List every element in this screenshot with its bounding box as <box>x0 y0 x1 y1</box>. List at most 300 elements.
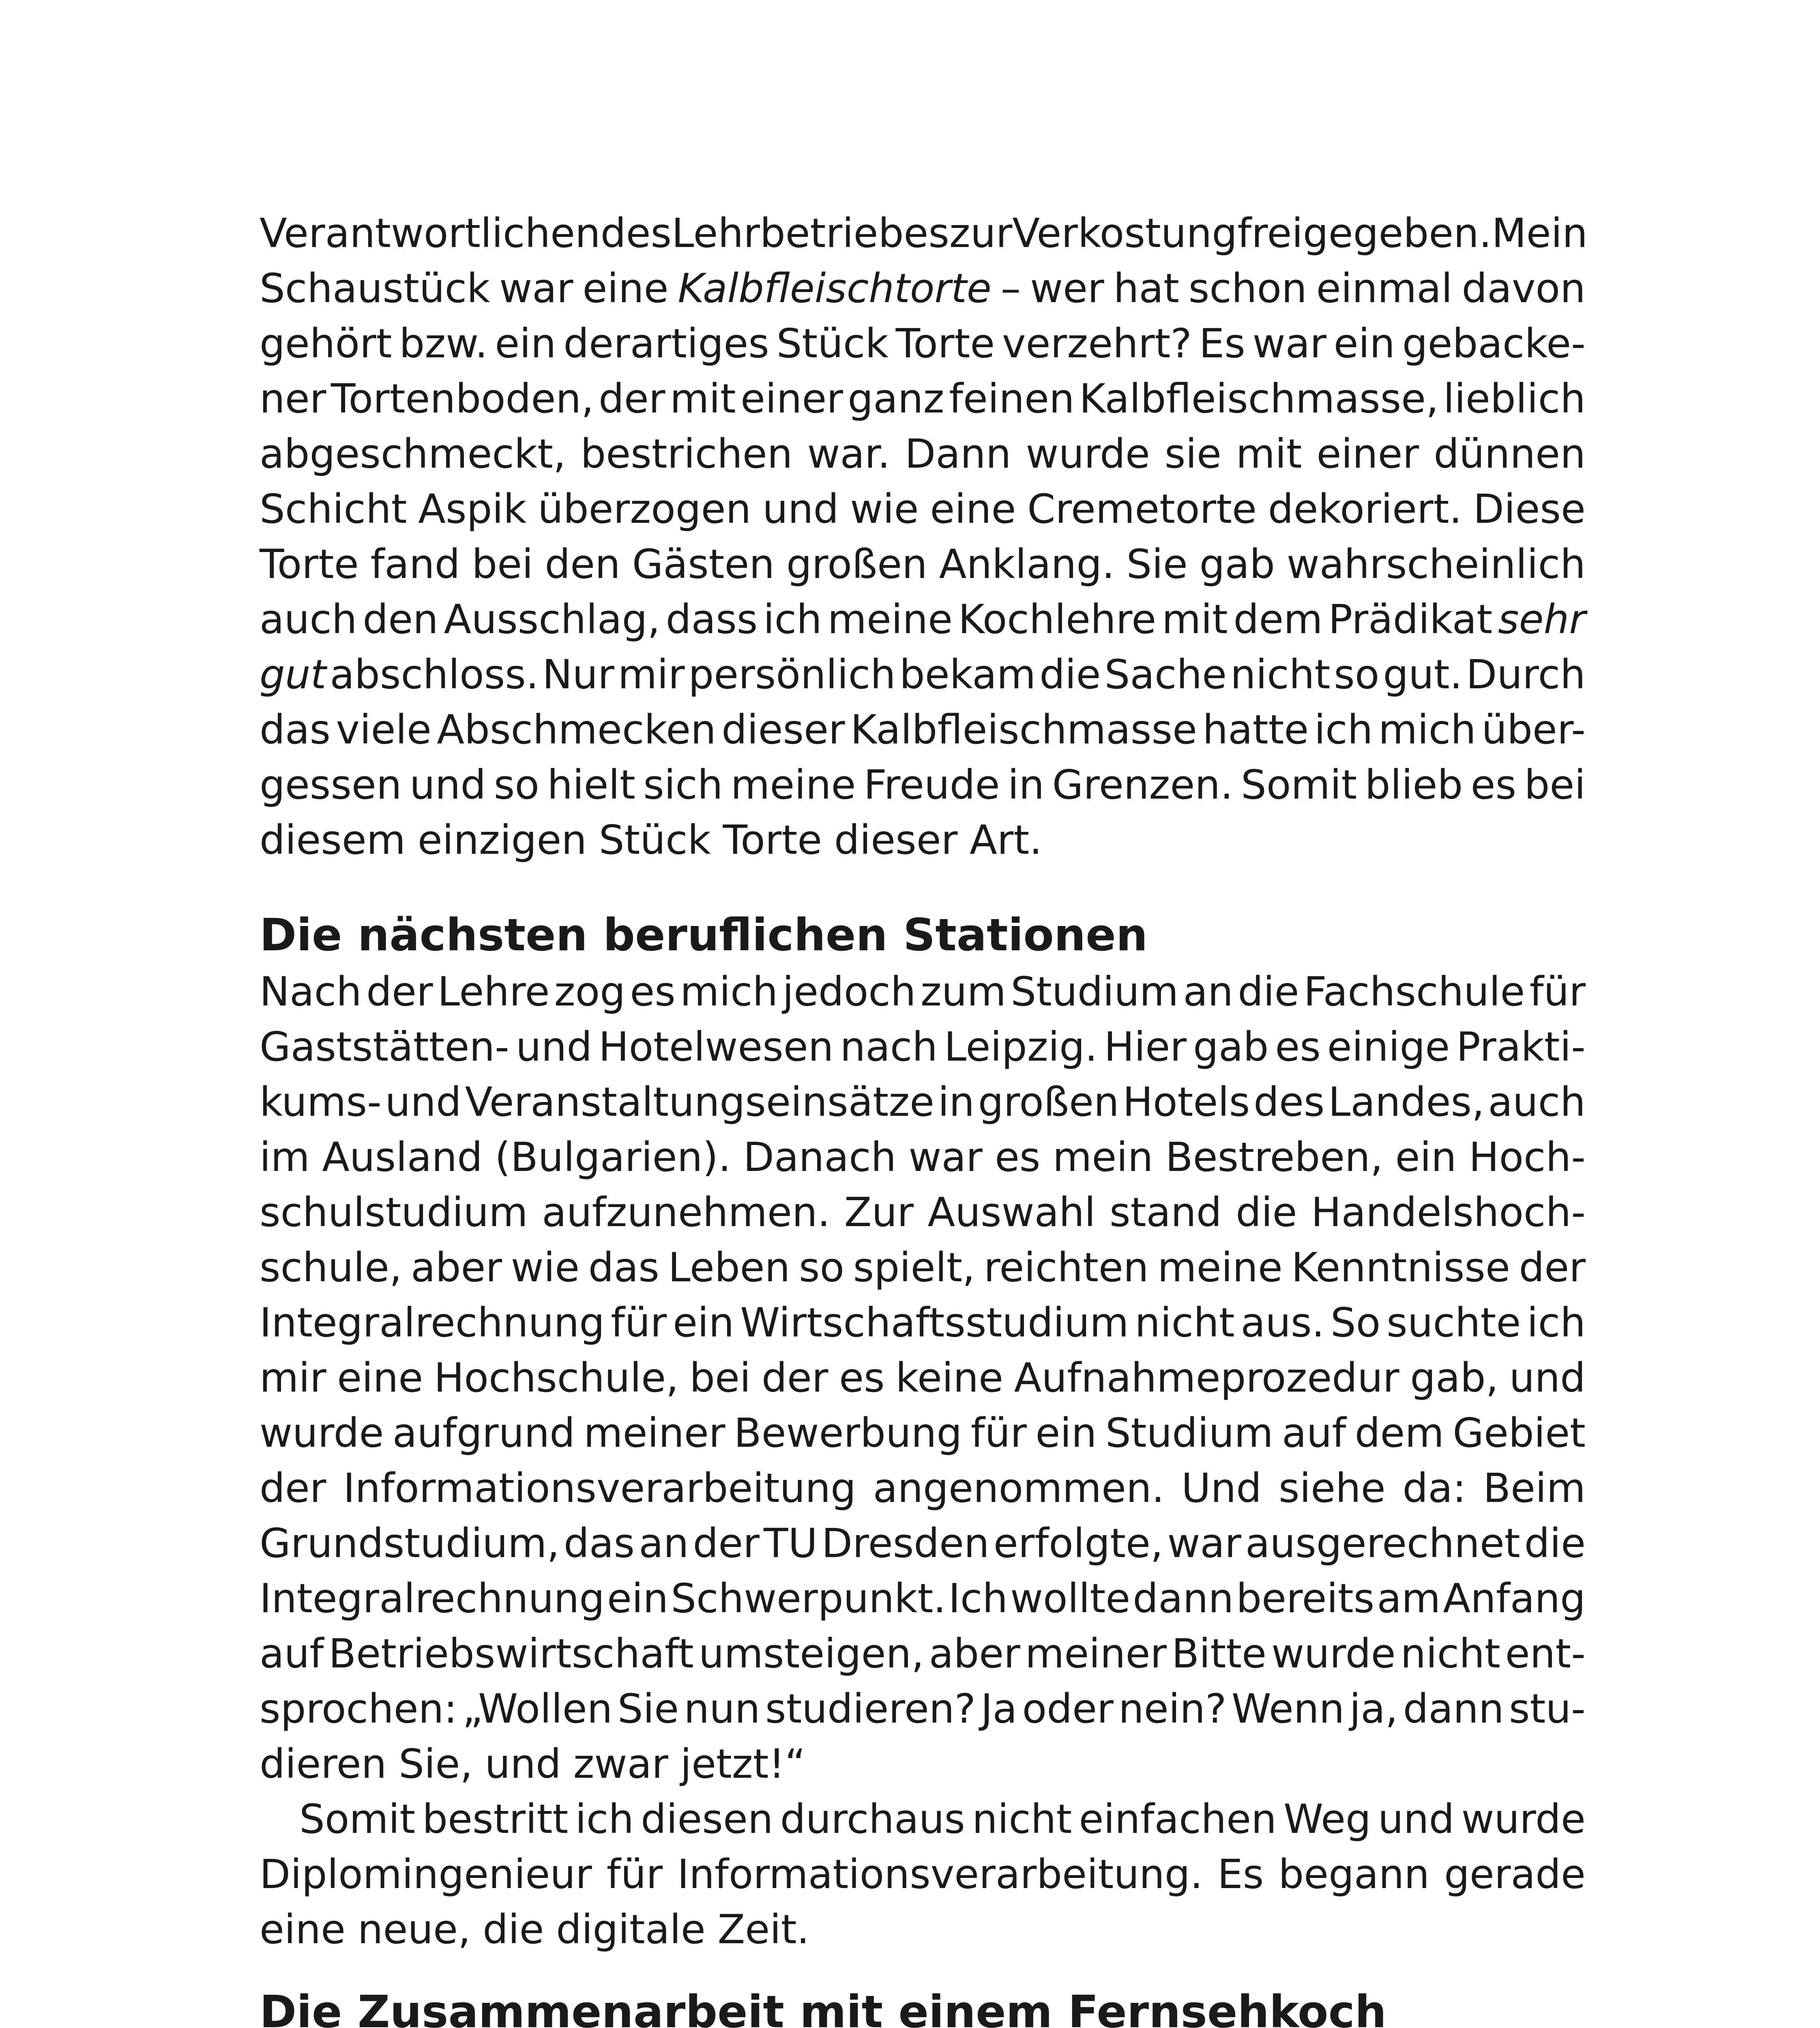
word: neue, <box>357 1906 471 1953</box>
word: davon <box>1462 265 1586 312</box>
word: war <box>1167 1520 1241 1567</box>
word: digitale <box>556 1906 706 1953</box>
word: abgeschmeckt, <box>260 431 566 477</box>
text-line <box>260 316 1586 372</box>
word: ganz <box>848 376 944 422</box>
text-line <box>260 372 1586 427</box>
word: für <box>1529 969 1586 1015</box>
text-line <box>260 1295 1586 1351</box>
word: die <box>1236 1189 1297 1236</box>
text-line <box>260 1185 1586 1240</box>
word: aber <box>929 1631 1020 1677</box>
word: der <box>1519 1244 1586 1291</box>
word: ein <box>673 1300 734 1346</box>
word: Torte <box>895 320 995 367</box>
word: den <box>545 541 620 588</box>
word: einmal <box>1316 265 1453 312</box>
word: Leben <box>668 1244 790 1291</box>
word: war <box>908 1134 983 1181</box>
word: Landes, <box>1328 1079 1485 1126</box>
word: ja, <box>1349 1686 1398 1732</box>
word: so <box>494 762 539 808</box>
word: war <box>1252 320 1326 367</box>
section-heading-berufliche-stationen: Die nächsten beruflichen Stationen <box>260 909 1148 961</box>
word: Art. <box>970 817 1042 864</box>
word: für <box>606 1851 663 1898</box>
word: sie <box>1164 431 1221 477</box>
word: mein <box>1052 1134 1153 1181</box>
word: aber <box>411 1244 502 1291</box>
word: ich <box>575 1796 634 1843</box>
word: nicht <box>1230 651 1331 698</box>
word: (Bulgarien). <box>495 1134 731 1181</box>
word: einige <box>1327 1024 1450 1070</box>
text-line <box>260 1902 1586 1957</box>
word: gessen <box>260 762 402 808</box>
word: studieren? <box>765 1686 976 1732</box>
word: Stück <box>776 320 889 367</box>
word: im <box>260 1134 310 1181</box>
word: Prädikat <box>1328 596 1493 643</box>
word: Cremetorte <box>1027 486 1257 533</box>
word: aus. <box>1241 1300 1324 1346</box>
word: ausgerechnet <box>1245 1520 1520 1567</box>
word: des <box>1253 1079 1325 1126</box>
word: eine <box>582 265 669 312</box>
word: Bewerbung <box>734 1410 962 1457</box>
word: Studium <box>1105 1410 1273 1457</box>
text-line <box>260 758 1586 813</box>
word: gab <box>1193 1024 1269 1070</box>
word: Gästen <box>632 541 775 588</box>
word: dieser <box>834 817 958 864</box>
word: gebacke- <box>1402 320 1586 367</box>
word: sprochen: <box>260 1686 457 1732</box>
word: auf <box>260 1631 324 1677</box>
word: meine <box>827 596 953 643</box>
word: mich <box>680 969 778 1015</box>
text-line <box>260 965 1586 1020</box>
word: bzw. <box>399 320 488 367</box>
word: Es <box>1199 320 1245 367</box>
word: Studium <box>1011 969 1179 1015</box>
text-line <box>260 537 1586 592</box>
word: eine <box>337 1355 423 1401</box>
word: wollte <box>1010 1575 1131 1622</box>
word: Dann <box>905 431 1011 477</box>
word: und <box>385 1079 461 1126</box>
word: Grenzen. <box>1052 762 1233 808</box>
text-line <box>260 1682 1586 1737</box>
word: Schaustück <box>260 265 490 312</box>
word: Anfang <box>1443 1575 1586 1622</box>
word: diesen <box>641 1796 773 1843</box>
word: kums- <box>260 1079 382 1126</box>
word: Und <box>1181 1465 1262 1512</box>
text-line <box>260 1351 1586 1406</box>
word: ich <box>1314 707 1373 753</box>
word: es <box>1470 762 1517 808</box>
word: angenommen. <box>873 1465 1165 1512</box>
word: hatte <box>1202 707 1309 753</box>
text-line <box>260 1461 1586 1516</box>
word: gab <box>1199 541 1275 588</box>
word: ich <box>763 596 822 643</box>
word: nicht <box>972 1796 1072 1843</box>
word: in <box>938 1079 975 1126</box>
paragraph-berufliche-stationen <box>260 965 1586 1957</box>
text-line <box>260 1792 1586 1847</box>
word: Betriebswirtschaft <box>328 1631 694 1677</box>
word: meiner <box>1025 1631 1167 1677</box>
word: Durch <box>1466 651 1586 698</box>
word: Ja <box>981 1686 1017 1732</box>
word: so <box>798 1244 845 1291</box>
word: Veranstaltungseinsätze <box>465 1079 935 1126</box>
word: oder <box>1022 1686 1114 1732</box>
word: Handelshoch- <box>1311 1189 1586 1236</box>
word: mir <box>618 651 685 698</box>
word: siehe <box>1279 1465 1386 1512</box>
word: Gebiet <box>1453 1410 1586 1457</box>
word: so <box>1334 651 1380 698</box>
text-line <box>260 261 1586 316</box>
word: dem <box>1354 1410 1444 1457</box>
word: wurde <box>1271 1631 1396 1677</box>
word: dann <box>1133 1575 1234 1622</box>
word: wie <box>850 486 919 533</box>
word: Lehre <box>437 969 550 1015</box>
word: meine <box>1157 1244 1283 1291</box>
word: ent- <box>1505 1631 1586 1677</box>
word: Nur <box>542 651 614 698</box>
word: Gaststätten- <box>260 1024 509 1070</box>
section-heading-fernsehkoch: Die Zusammenarbeit mit einem Fernsehkoch <box>260 1986 1387 2028</box>
word: ich <box>1527 1300 1586 1346</box>
word: Sache <box>1104 651 1227 698</box>
word: Kalbfleischtorte <box>678 265 992 312</box>
word: Grundstudium, <box>260 1520 560 1567</box>
word: bereits <box>1236 1575 1375 1622</box>
word: den <box>363 596 438 643</box>
word: bestritt <box>422 1796 569 1843</box>
word: diesem <box>260 817 406 864</box>
word: auch <box>1488 1079 1586 1126</box>
word: es <box>995 1134 1041 1181</box>
text-line <box>260 1516 1586 1571</box>
word: Somit <box>299 1796 416 1843</box>
word: feinen <box>949 376 1075 422</box>
word: erfolgte, <box>993 1520 1163 1567</box>
word: das <box>260 707 331 753</box>
word: ein <box>495 320 556 367</box>
word: schule, <box>260 1244 402 1291</box>
word: Kenntnisse <box>1291 1244 1510 1291</box>
word: ein <box>1035 1410 1097 1457</box>
word: viele <box>336 707 431 753</box>
word: nach <box>840 1024 938 1070</box>
word: Hotelwesen <box>599 1024 834 1070</box>
word: Mein <box>1492 210 1588 257</box>
word: mir <box>260 1355 326 1401</box>
word: der <box>762 1355 828 1401</box>
word: bekam <box>899 651 1036 698</box>
word: die <box>483 1906 544 1953</box>
text-line <box>260 1075 1586 1130</box>
word: bei <box>1524 762 1586 808</box>
word: ein <box>1333 320 1395 367</box>
word: die <box>1238 969 1299 1015</box>
word: begann <box>1278 1851 1430 1898</box>
word: Prakti- <box>1456 1024 1586 1070</box>
word: Ausland <box>322 1134 483 1181</box>
word: großen <box>786 541 927 588</box>
word: wahrscheinlich <box>1286 541 1586 588</box>
text-line <box>260 592 1586 647</box>
word: mit <box>1236 431 1302 477</box>
word: Verantwortlichen <box>260 210 601 257</box>
word: blieb <box>1365 762 1463 808</box>
word: in <box>1007 762 1045 808</box>
word: Zeit. <box>717 1906 809 1953</box>
word: war. <box>807 431 891 477</box>
text-line <box>260 1737 1586 1792</box>
word: durchaus <box>780 1796 966 1843</box>
word: bei <box>472 541 533 588</box>
word: wie <box>511 1244 580 1291</box>
word: hat <box>1113 265 1179 312</box>
word: meine <box>730 762 856 808</box>
word: Informationsverarbeitung <box>343 1465 856 1512</box>
word: eine <box>930 486 1016 533</box>
word: und <box>1509 1355 1586 1401</box>
word: dieren <box>260 1741 387 1787</box>
word: der <box>366 969 433 1015</box>
word: mit <box>670 376 736 422</box>
word: zwar <box>573 1741 668 1787</box>
word: Beim <box>1483 1465 1586 1512</box>
word: nicht <box>1135 1300 1235 1346</box>
word: nun <box>684 1686 760 1732</box>
word: ner <box>260 376 326 422</box>
word: suchte <box>1386 1300 1521 1346</box>
word: Fachschule <box>1303 969 1525 1015</box>
word: da: <box>1402 1465 1466 1512</box>
word: Kalbfleischmasse <box>850 707 1197 753</box>
word: einfachen <box>1079 1796 1277 1843</box>
word: dass <box>665 596 758 643</box>
word: So <box>1330 1300 1381 1346</box>
word: Tortenboden, <box>331 376 594 422</box>
word: einzigen <box>417 817 587 864</box>
word: für <box>610 1300 667 1346</box>
word: einer <box>1316 431 1419 477</box>
word: die <box>1524 1520 1586 1567</box>
word: auf <box>1282 1410 1346 1457</box>
word: Verkostung <box>1012 210 1238 257</box>
word: Leipzig. <box>944 1024 1098 1070</box>
word: Wenn <box>1231 1686 1345 1732</box>
text-line <box>260 482 1586 537</box>
word: wurde <box>260 1410 384 1457</box>
word: das <box>588 1244 659 1291</box>
word: schulstudium <box>260 1189 528 1236</box>
word: wer <box>1030 265 1104 312</box>
text-line <box>260 1130 1586 1185</box>
word: Nach <box>260 969 362 1015</box>
word: Sie <box>1126 541 1188 588</box>
word: eine <box>260 1906 346 1953</box>
word: Bitte <box>1172 1631 1267 1677</box>
word: sich <box>643 762 723 808</box>
word: aufgrund <box>392 1410 575 1457</box>
word: dünnen <box>1434 431 1586 477</box>
word: keine <box>895 1355 1004 1401</box>
word: Bestreben, <box>1165 1134 1383 1181</box>
text-line <box>260 702 1586 758</box>
text-line <box>260 206 1586 261</box>
word: war <box>499 265 573 312</box>
word: und <box>485 1741 561 1787</box>
word: bestrichen <box>580 431 793 477</box>
word: Hotels <box>1122 1079 1250 1126</box>
text-line <box>260 1626 1586 1682</box>
word: nicht <box>1400 1631 1500 1677</box>
word: – <box>1000 265 1021 312</box>
word: an <box>1183 969 1233 1015</box>
text-line <box>260 1847 1586 1902</box>
text-line <box>260 1020 1586 1075</box>
word: persönlich <box>688 651 896 698</box>
word: dekoriert. <box>1268 486 1462 533</box>
word: Dresden <box>822 1520 989 1567</box>
word: Hoch- <box>1469 1134 1586 1181</box>
text-line <box>260 813 1586 868</box>
word: mich <box>1378 707 1476 753</box>
word: wurde <box>1461 1796 1586 1843</box>
word: reichten <box>984 1244 1149 1291</box>
word: zur <box>949 210 1013 257</box>
word: dieser <box>721 707 845 753</box>
word: hielt <box>547 762 635 808</box>
word: Weg <box>1283 1796 1371 1843</box>
word: Danach <box>743 1134 897 1181</box>
text-line <box>260 1571 1586 1626</box>
word: ein <box>1395 1134 1457 1181</box>
text-line <box>260 1406 1586 1461</box>
word: Auswahl <box>927 1189 1096 1236</box>
word: und <box>762 486 839 533</box>
word: es <box>839 1355 885 1401</box>
word: Kochlehre <box>958 596 1157 643</box>
word: zum <box>920 969 1007 1015</box>
word: des <box>600 210 672 257</box>
word: Informationsverarbeitung. <box>677 1851 1203 1898</box>
word: Schwerpunkt. <box>671 1575 946 1622</box>
word: mit <box>1161 596 1228 643</box>
word: jedoch <box>782 969 916 1015</box>
word: gerade <box>1444 1851 1586 1898</box>
word: Ich <box>948 1575 1008 1622</box>
word: Wirtschaftsstudium <box>740 1300 1129 1346</box>
word: Torte <box>260 541 359 588</box>
word: Hier <box>1104 1024 1187 1070</box>
word: Abschmecken <box>437 707 716 753</box>
word: lieblich <box>1443 376 1586 422</box>
word: fand <box>370 541 460 588</box>
text-line <box>260 647 1586 702</box>
word: es <box>1275 1024 1321 1070</box>
word: auch <box>260 596 357 643</box>
word: Diplomingenieur <box>260 1851 592 1898</box>
word: das <box>563 1520 635 1567</box>
word: verzehrt? <box>1002 320 1192 367</box>
word: Ausschlag, <box>444 596 660 643</box>
word: bei <box>689 1355 751 1401</box>
word: und <box>1378 1796 1455 1843</box>
word: der <box>693 1520 760 1567</box>
word: dem <box>1233 596 1323 643</box>
word: dann <box>1403 1686 1504 1732</box>
word: wurde <box>1026 431 1150 477</box>
word: gut <box>260 651 326 698</box>
word: Integralrechnung <box>260 1575 605 1622</box>
word: TU <box>764 1520 818 1567</box>
word: stu- <box>1509 1686 1586 1732</box>
word: Torte <box>723 817 822 864</box>
word: umsteigen, <box>698 1631 924 1677</box>
word: gut. <box>1383 651 1463 698</box>
word: Aspik <box>418 486 527 533</box>
word: aufzunehmen. <box>542 1189 831 1236</box>
word: und <box>409 762 486 808</box>
word: derartiges <box>563 320 769 367</box>
word: stand <box>1110 1189 1222 1236</box>
word: Anklang. <box>939 541 1115 588</box>
word: „Wollen <box>462 1686 613 1732</box>
word: Hochschule, <box>434 1355 679 1401</box>
word: Integralrechnung <box>260 1300 605 1346</box>
word: jetzt!“ <box>680 1741 806 1787</box>
word: Kalbfleischmasse, <box>1079 376 1439 422</box>
word: großen <box>978 1079 1119 1126</box>
word: freigegeben. <box>1237 210 1492 257</box>
word: Somit <box>1241 762 1357 808</box>
word: Stück <box>599 817 711 864</box>
word: Es <box>1217 1851 1264 1898</box>
word: Sie <box>617 1686 679 1732</box>
word: zog <box>554 969 626 1015</box>
word: abschloss. <box>330 651 539 698</box>
word: über- <box>1481 707 1586 753</box>
word: sehr <box>1498 596 1586 643</box>
word: der <box>260 1465 326 1512</box>
word: gab, <box>1410 1355 1499 1401</box>
word: an <box>639 1520 689 1567</box>
word: Freude <box>863 762 1000 808</box>
word: spielt, <box>853 1244 975 1291</box>
word: die <box>1039 651 1101 698</box>
word: für <box>970 1410 1027 1457</box>
word: einer <box>740 376 843 422</box>
word: Diese <box>1473 486 1586 533</box>
word: überzogen <box>538 486 751 533</box>
word: ein <box>607 1575 669 1622</box>
word: und <box>515 1024 592 1070</box>
word: am <box>1377 1575 1441 1622</box>
word: gehört <box>260 320 392 367</box>
text-line <box>260 427 1586 482</box>
